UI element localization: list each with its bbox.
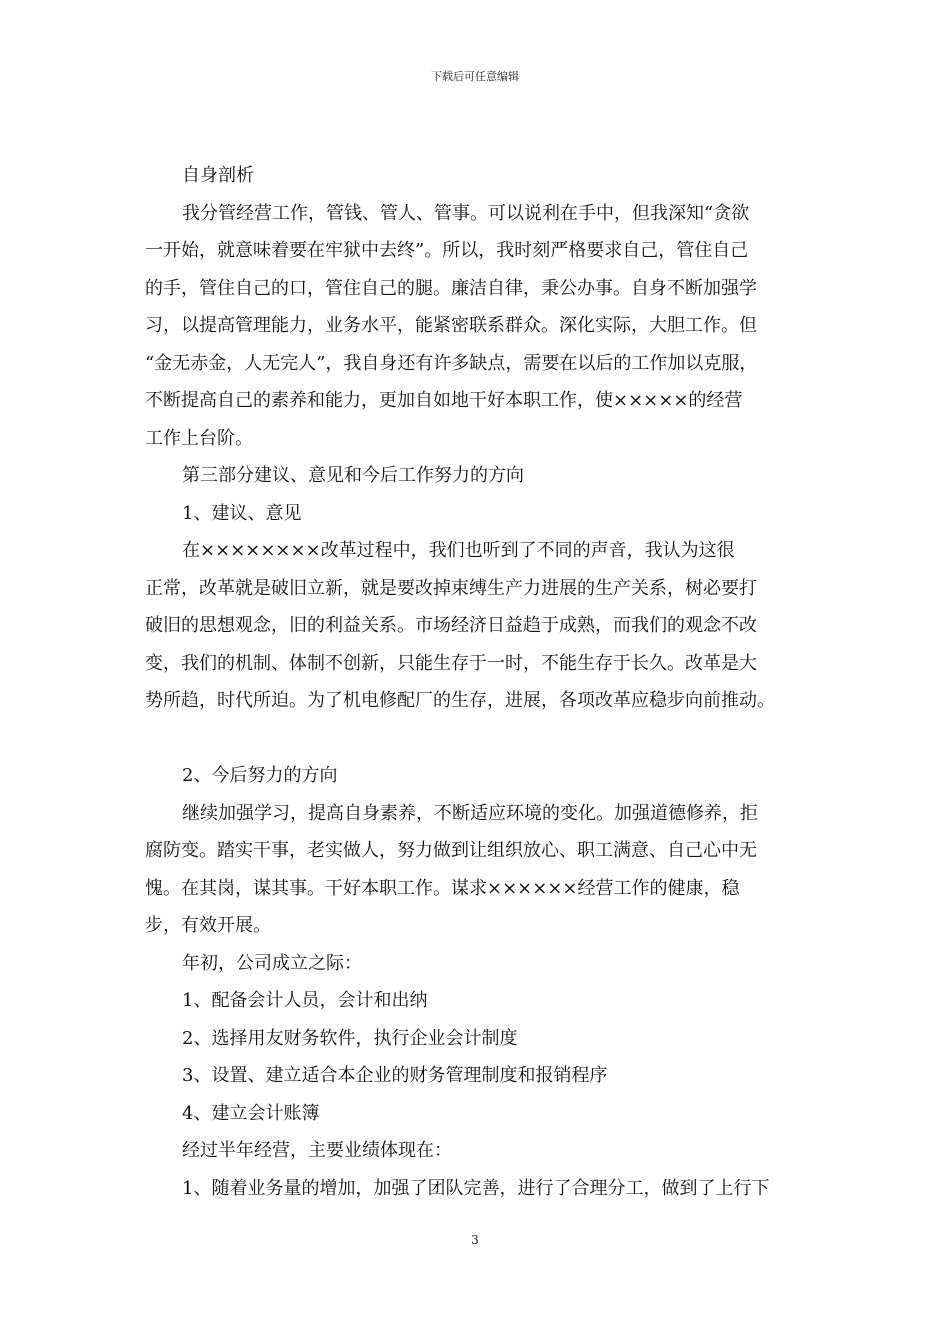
list-item: 2、选择用友财务软件，执行企业会计制度 bbox=[182, 1027, 518, 1049]
page-header: 下载后可任意编辑 bbox=[431, 70, 519, 83]
paragraph-line: 腐防变。踏实干事，老实做人，努力做到让组织放心、职工满意、自己心中无 bbox=[145, 840, 757, 861]
subheading-suggestions: 1、建议、意见 bbox=[182, 502, 302, 524]
paragraph-line: 变，我们的机制、体制不创新，只能生存于一时，不能生存于长久。改革是大 bbox=[145, 652, 757, 674]
paragraph-line: 正常，改革就是破旧立新，就是要改掉束缚生产力进展的生产关系，树必要打 bbox=[145, 577, 757, 599]
section-heading-self-analysis: 自身剖析 bbox=[182, 165, 254, 186]
list-item: 1、配备会计人员，会计和出纳 bbox=[182, 990, 428, 1011]
paragraph-line: “金无赤金，人无完人”，我自身还有许多缺点，需要在以后的工作加以克服， bbox=[145, 352, 758, 374]
paragraph-line: 继续加强学习，提高自身素养，不断适应环境的变化。加强道德修养，拒 bbox=[182, 802, 758, 824]
paragraph-line: 势所趋，时代所迫。为了机电修配厂的生存，进展，各项改革应稳步向前推动。 bbox=[145, 690, 775, 711]
list-item: 1、随着业务量的增加，加强了团队完善，进行了合理分工，做到了上行下 bbox=[182, 1177, 770, 1199]
list-item: 3、设置、建立适合本企业的财务管理制度和报销程序 bbox=[182, 1065, 608, 1086]
paragraph-line: 一开始，就意味着要在牢狱中去终”。所以，我时刻严格要求自己，管住自己 bbox=[145, 240, 749, 261]
document-body bbox=[145, 157, 825, 1207]
page-number: 3 bbox=[471, 1233, 479, 1247]
paragraph-line: 步，有效开展。 bbox=[145, 915, 271, 936]
blank-line bbox=[145, 720, 825, 758]
results-intro: 经过半年经营，主要业绩体现在： bbox=[182, 1140, 452, 1161]
paragraph-line: 愧。在其岗，谋其事。干好本职工作。谋求××××××经营工作的健康，稳 bbox=[145, 877, 740, 899]
paragraph-line: 的手，管住自己的口，管住自己的腿。廉洁自律，秉公办事。自身不断加强学 bbox=[145, 277, 757, 299]
paragraph-line: 我分管经营工作，管钱、管人、管事。可以说利在手中，但我深知“贪欲 bbox=[182, 202, 750, 224]
list-item: 4、建立会计账簿 bbox=[182, 1102, 320, 1124]
company-intro: 年初，公司成立之际： bbox=[182, 952, 362, 974]
paragraph-line: 在××××××××改革过程中，我们也听到了不同的声音，我认为这很 bbox=[182, 540, 735, 561]
paragraph-line: 工作上台阶。 bbox=[145, 427, 253, 449]
paragraph-line: 破旧的思想观念，旧的利益关系。市场经济日益趋于成熟，而我们的观念不改 bbox=[145, 615, 757, 636]
paragraph-line: 习，以提高管理能力，业务水平，能紧密联系群众。深化实际，大胆工作。但 bbox=[145, 315, 757, 336]
paragraph-line: 不断提高自己的素养和能力，更加自如地干好本职工作，使×××××的经营 bbox=[145, 390, 743, 411]
subheading-direction: 2、今后努力的方向 bbox=[182, 765, 338, 786]
section-heading-part-three: 第三部分建议、意见和今后工作努力的方向 bbox=[182, 465, 524, 486]
